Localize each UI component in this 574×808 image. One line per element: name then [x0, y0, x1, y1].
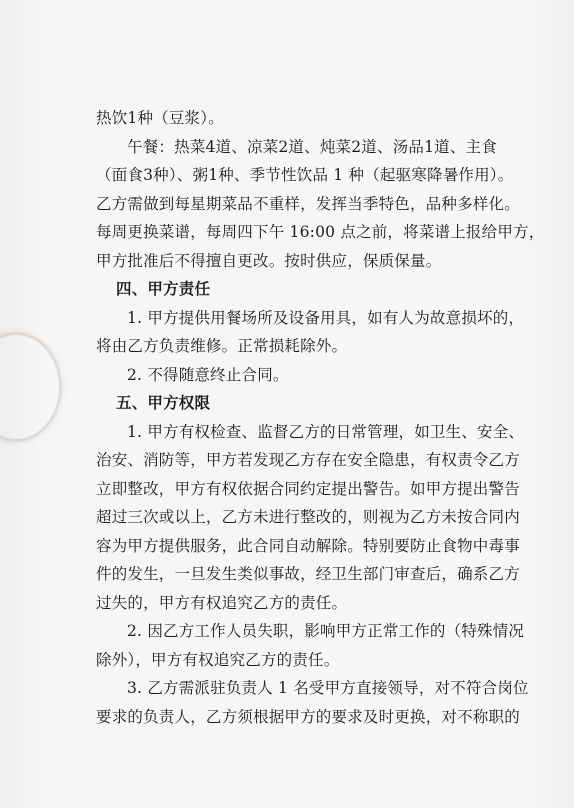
- paragraph-line: 立即整改，甲方有权依据合同约定提出警告。如甲方提出警告: [96, 479, 520, 498]
- paragraph-line: 3. 乙方需派驻负责人 1 名受甲方直接领导，对不符合岗位: [127, 679, 529, 697]
- seal-bleed-through: [0, 332, 62, 442]
- paragraph-line: 热饮1种（豆浆）。: [96, 109, 224, 127]
- paragraph-line: 甲方批准后不得擅自更改。按时供应，保质保量。: [96, 251, 442, 270]
- paragraph-line: 2. 因乙方工作人员失职，影响甲方正常工作的（特殊情况: [127, 622, 525, 640]
- paragraph-line: 将由乙方负责维修。正常损耗除外。: [96, 337, 348, 355]
- paragraph-line: 过失的，甲方有权追究乙方的责任。: [96, 593, 348, 612]
- section-heading: 五、甲方权限: [116, 394, 211, 412]
- document-body: [96, 104, 545, 731]
- paragraph-line: 除外），甲方有权追究乙方的责任。: [96, 650, 340, 669]
- paragraph-line: 1. 甲方有权检查、监督乙方的日常管理，如卫生、安全、: [127, 422, 525, 441]
- paragraph-line: 治安、消防等，甲方若发现乙方存在安全隐患，有权责令乙方: [96, 451, 520, 469]
- paragraph-line: 1. 甲方提供用餐场所及设备用具，如有人为故意损坏的，: [127, 308, 525, 327]
- paragraph-line: 乙方需做到每星期菜品不重样，发挥当季特色，品种多样化。: [96, 194, 520, 213]
- paragraph-line: 超过三次或以上，乙方未进行整改的，则视为乙方未按合同内: [96, 508, 520, 526]
- paragraph-line: （面食3种）、粥1种、季节性饮品 1 种（起驱寒降暑作用）。: [96, 166, 514, 184]
- paragraph-line: 件的发生，一旦发生类似事故，经卫生部门审查后，确系乙方: [96, 565, 520, 583]
- paragraph-line: 午餐：热菜4道、凉菜2道、炖菜2道、汤品1道、主食: [127, 137, 497, 156]
- paragraph-line: 每周更换菜谱，每周四下午 16:00 点之前，将菜谱上报给甲方，: [96, 223, 545, 241]
- paragraph-line: 要求的负责人，乙方须根据甲方的要求及时更换，对不称职的: [96, 707, 520, 726]
- paragraph-line: 容为甲方提供服务，此合同自动解除。特别要防止食物中毒事: [96, 536, 520, 555]
- paragraph-line: 2. 不得随意终止合同。: [127, 365, 289, 384]
- section-heading: 四、甲方责任: [116, 280, 211, 298]
